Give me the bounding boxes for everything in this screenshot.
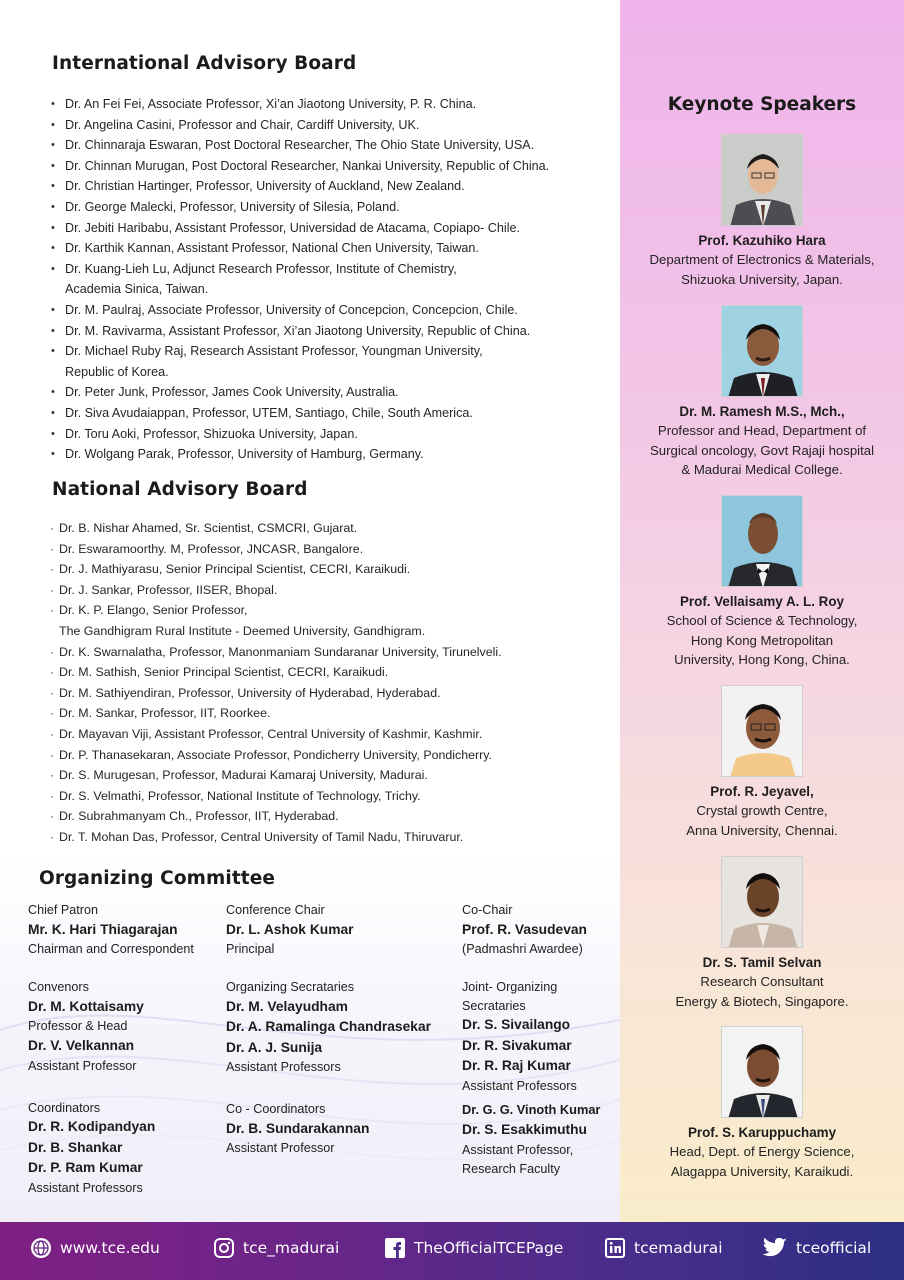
- person-info: Assistant Professors: [462, 1078, 577, 1093]
- international-board-list: [50, 94, 615, 465]
- list-item: • Dr. Wolgang Parak, Professor, University of Hamburg, Germany.: [50, 444, 615, 465]
- person-name: Dr. G. G. Vinoth Kumar: [462, 1101, 601, 1117]
- speaker-desc: Professor and Head, Department of Surgical oncology, Govt Rajaji hospital & Madurai Medical College.: [649, 423, 875, 477]
- person-name: Dr. A. Ramalinga Chandrasekar: [226, 1019, 431, 1034]
- person-name: Dr. M. Kottaisamy: [28, 998, 144, 1014]
- linkedin-link[interactable]: [604, 1237, 723, 1259]
- list-item: • Dr. Chinnaraja Eswaran, Post Doctoral Researcher, The Ohio State University, USA.: [50, 135, 615, 156]
- organizing-committee-heading: Organizing Committee: [39, 868, 276, 889]
- instagram-icon: [213, 1237, 235, 1259]
- speaker-name: Prof. Vellaisamy A. L. Roy: [680, 594, 844, 609]
- international-board-heading: International Advisory Board: [52, 53, 357, 74]
- speaker-name: Prof. S. Karuppuchamy: [687, 1125, 837, 1140]
- role-label: Co-Chair: [462, 903, 513, 917]
- twitter-text: tceofficial: [796, 1239, 872, 1257]
- person-name: Dr. R. Kodipandyan: [28, 1119, 156, 1134]
- speaker-card: [620, 495, 904, 670]
- instagram-text: tce_madurai: [243, 1239, 340, 1257]
- list-item: • Dr. George Malecki, Professor, University of Silesia, Poland.: [50, 197, 615, 218]
- speaker-desc: Research Consultant Energy & Biotech, Singapore.: [675, 974, 849, 1009]
- speaker-card: [620, 685, 904, 840]
- footer-bar: [0, 1222, 904, 1280]
- linkedin-icon: [604, 1237, 626, 1259]
- list-item: · Dr. M. Sankar, Professor, IIT, Roorkee.: [50, 703, 615, 724]
- list-item: • Dr. M. Ravivarma, Assistant Professor, Xi’an Jiaotong University, Republic of China.: [50, 321, 615, 342]
- list-item: · Dr. M. Sathiyendiran, Professor, University of Hyderabad, Hyderabad.: [50, 683, 615, 704]
- speaker-desc: School of Science & Technology, Hong Kong Metropolitan University, Hong Kong, China.: [666, 613, 858, 667]
- national-board-heading: National Advisory Board: [52, 479, 308, 500]
- committee-column-1: [28, 901, 223, 1216]
- speaker-desc: Head, Dept. of Energy Science, Alagappa University, Karaikudi.: [669, 1144, 855, 1179]
- website-link[interactable]: [30, 1237, 160, 1259]
- role-label: Coordinators: [28, 1100, 101, 1115]
- list-item: • Dr. Siva Avudaiappan, Professor, UTEM, Santiago, Chile, South America.: [50, 403, 615, 424]
- person-info: Assistant Professor: [226, 1141, 335, 1155]
- list-item: • Dr. Chinnan Murugan, Post Doctoral Researcher, Nankai University, Republic of China.: [50, 156, 615, 177]
- person-info: Assistant Professors: [28, 1180, 143, 1195]
- speaker-desc: Crystal growth Centre, Anna University, Chennai.: [686, 803, 838, 838]
- list-item: · Dr. Subrahmanyam Ch., Professor, IIT, Hyderabad.: [50, 806, 615, 827]
- list-item: • Dr. M. Paulraj, Associate Professor, University of Concepcion, Concepcion, Chile.: [50, 300, 615, 321]
- speaker-card: [620, 134, 904, 289]
- speaker-desc: Department of Electronics & Materials, Shizuoka University, Japan.: [649, 252, 875, 287]
- list-item: • Dr. Michael Ruby Raj, Research Assistant Professor, Youngman University, Republic of Korea.: [50, 341, 615, 382]
- person-info: Assistant Professors: [226, 1060, 341, 1074]
- speaker-photo: [721, 1026, 803, 1118]
- person-name: Dr. S. Esakkimuthu: [462, 1122, 587, 1137]
- list-item: • Dr. Angelina Casini, Professor and Chair, Cardiff University, UK.: [50, 115, 615, 136]
- speaker-card: [620, 856, 904, 1011]
- facebook-text: TheOfficialTCEPage: [414, 1239, 564, 1257]
- person-info: Assistant Professor: [28, 1058, 137, 1073]
- speaker-photo: [721, 856, 803, 948]
- committee-column-3: [462, 901, 617, 1197]
- person-name: Dr. B. Shankar: [28, 1139, 123, 1155]
- list-item: • Dr. Jebiti Haribabu, Assistant Professor, Universidad de Atacama, Copiapo- Chile.: [50, 218, 615, 239]
- speaker-photo: [721, 305, 803, 397]
- speaker-name: Prof. Kazuhiko Hara: [698, 233, 826, 248]
- facebook-icon: [384, 1237, 406, 1259]
- role-label: Joint- Organizing Secrataries: [462, 980, 558, 1013]
- speaker-name: Prof. R. Jeyavel,: [710, 784, 814, 799]
- list-item: • Dr. Kuang-Lieh Lu, Adjunct Research Professor, Institute of Chemistry, Academia Sinica, Taiwan.: [50, 259, 615, 300]
- person-name: Dr. P. Ram Kumar: [28, 1160, 143, 1175]
- instagram-link[interactable]: [213, 1237, 339, 1259]
- list-item: · Dr. J. Sankar, Professor, IISER, Bhopal.: [50, 580, 615, 601]
- list-item: · Dr. K. P. Elango, Senior Professor, The Gandhigram Rural Institute - Deemed University, Gandhigram.: [50, 600, 615, 641]
- person-info: Chairman and Correspondent: [28, 942, 194, 956]
- person-info: Professor & Head: [28, 1019, 128, 1033]
- twitter-link[interactable]: [762, 1237, 871, 1259]
- list-item: · Dr. M. Sathish, Senior Principal Scientist, CECRI, Karaikudi.: [50, 662, 615, 683]
- speaker-photo: [721, 134, 803, 226]
- role-label: Co - Coordinators: [226, 1102, 326, 1116]
- person-name: Dr. B. Sundarakannan: [226, 1120, 370, 1136]
- person-info: Assistant Professor, Research Faculty: [462, 1142, 574, 1176]
- speaker-photo: [721, 495, 803, 587]
- person-name: Dr. R. Sivakumar: [462, 1037, 572, 1053]
- list-item: · Dr. T. Mohan Das, Professor, Central University of Tamil Nadu, Thiruvarur.: [50, 827, 615, 848]
- national-board-list: [50, 518, 615, 848]
- person-info: Principal: [226, 942, 275, 956]
- person-name: Dr. A. J. Sunija: [226, 1039, 323, 1055]
- globe-icon: [30, 1237, 52, 1259]
- person-name: Dr. M. Velayudham: [226, 998, 348, 1014]
- role-label: Convenors: [28, 980, 89, 994]
- person-name: Dr. L. Ashok Kumar: [226, 921, 354, 937]
- keynote-heading: Keynote Speakers: [667, 94, 857, 115]
- person-name: Dr. S. Sivailango: [462, 1017, 571, 1032]
- role-label: Chief Patron: [28, 903, 99, 917]
- speaker-name: Dr. M. Ramesh M.S., Mch.,: [679, 404, 845, 419]
- list-item: • Dr. Toru Aoki, Professor, Shizuoka University, Japan.: [50, 424, 615, 445]
- twitter-icon: [762, 1237, 788, 1259]
- speaker-card: [620, 305, 904, 480]
- list-item: · Dr. Mayavan Viji, Assistant Professor, Central University of Kashmir, Kashmir.: [50, 724, 615, 745]
- person-name: Dr. V. Velkannan: [28, 1038, 135, 1053]
- role-label: Organizing Secrataries: [226, 980, 355, 994]
- list-item: · Dr. K. Swarnalatha, Professor, Manonmaniam Sundaranar University, Tirunelveli.: [50, 642, 615, 663]
- list-item: · Dr. B. Nishar Ahamed, Sr. Scientist, CSMCRI, Gujarat.: [50, 518, 615, 539]
- role-label: Conference Chair: [226, 903, 325, 917]
- list-item: · Dr. P. Thanasekaran, Associate Professor, Pondicherry University, Pondicherry.: [50, 745, 615, 766]
- speaker-photo: [721, 685, 803, 777]
- person-name: Mr. K. Hari Thiagarajan: [28, 921, 178, 937]
- facebook-link[interactable]: [384, 1237, 563, 1259]
- person-name: Prof. R. Vasudevan: [462, 921, 587, 937]
- linkedin-text: tcemadurai: [634, 1239, 723, 1257]
- list-item: · Dr. J. Mathiyarasu, Senior Principal Scientist, CECRI, Karaikudi.: [50, 559, 615, 580]
- list-item: • Dr. Christian Hartinger, Professor, University of Auckland, New Zealand.: [50, 176, 615, 197]
- person-name: Dr. R. Raj Kumar: [462, 1058, 571, 1073]
- list-item: • Dr. Karthik Kannan, Assistant Professor, National Chen University, Taiwan.: [50, 238, 615, 259]
- committee-column-2: [226, 901, 458, 1176]
- list-item: • Dr. An Fei Fei, Associate Professor, Xi’an Jiaotong University, P. R. China.: [50, 94, 615, 115]
- list-item: · Dr. S. Velmathi, Professor, National Institute of Technology, Trichy.: [50, 786, 615, 807]
- speaker-name: Dr. S. Tamil Selvan: [702, 955, 822, 970]
- list-item: · Dr. Eswaramoorthy. M, Professor, JNCASR, Bangalore.: [50, 539, 615, 560]
- speaker-card: [620, 1026, 904, 1181]
- person-info: (Padmashri Awardee): [462, 942, 583, 956]
- website-text: www.tce.edu: [60, 1239, 160, 1257]
- list-item: · Dr. S. Murugesan, Professor, Madurai Kamaraj University, Madurai.: [50, 765, 615, 786]
- list-item: • Dr. Peter Junk, Professor, James Cook University, Australia.: [50, 382, 615, 403]
